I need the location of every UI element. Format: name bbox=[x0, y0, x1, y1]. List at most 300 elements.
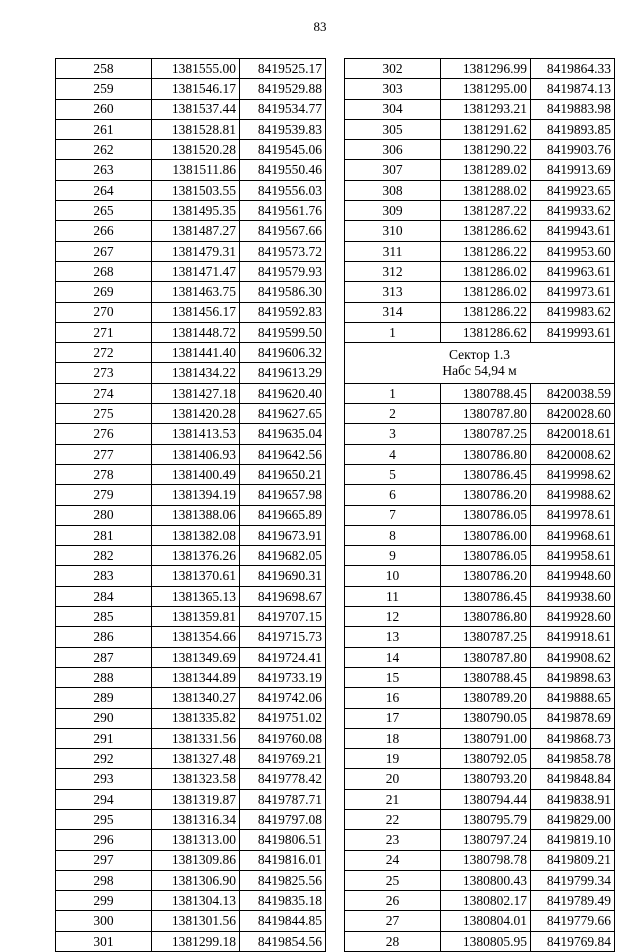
y-coordinate-cell: 8419545.06 bbox=[240, 140, 326, 160]
point-number-cell: 19 bbox=[345, 749, 441, 769]
point-number-cell: 302 bbox=[345, 59, 441, 79]
x-coordinate-cell: 1381335.82 bbox=[152, 708, 240, 728]
y-coordinate-cell: 8419650.21 bbox=[240, 464, 326, 484]
table-row bbox=[56, 302, 326, 322]
point-number-cell: 298 bbox=[56, 870, 152, 890]
y-coordinate-cell: 8419883.98 bbox=[531, 99, 615, 119]
table-row bbox=[345, 850, 615, 870]
y-coordinate-cell: 8419556.03 bbox=[240, 180, 326, 200]
x-coordinate-cell: 1380793.20 bbox=[441, 769, 531, 789]
point-number-cell: 300 bbox=[56, 911, 152, 931]
y-coordinate-cell: 8419769.84 bbox=[531, 931, 615, 951]
x-coordinate-cell: 1380804.01 bbox=[441, 911, 531, 931]
point-number-cell: 281 bbox=[56, 525, 152, 545]
table-row bbox=[56, 261, 326, 281]
point-number-cell: 287 bbox=[56, 647, 152, 667]
table-row bbox=[56, 607, 326, 627]
point-number-cell: 299 bbox=[56, 891, 152, 911]
table-row bbox=[345, 464, 615, 484]
y-coordinate-cell: 8419561.76 bbox=[240, 201, 326, 221]
table-row bbox=[345, 688, 615, 708]
left-table-body bbox=[56, 59, 326, 952]
y-coordinate-cell: 8420028.60 bbox=[531, 404, 615, 424]
x-coordinate-cell: 1381349.69 bbox=[152, 647, 240, 667]
x-coordinate-cell: 1380787.80 bbox=[441, 647, 531, 667]
point-number-cell: 20 bbox=[345, 769, 441, 789]
point-number-cell: 314 bbox=[345, 302, 441, 322]
point-number-cell: 21 bbox=[345, 789, 441, 809]
page-number: 83 bbox=[313, 19, 327, 34]
table-row bbox=[345, 505, 615, 525]
y-coordinate-cell: 8419760.08 bbox=[240, 728, 326, 748]
table-row bbox=[56, 59, 326, 79]
point-number-cell: 306 bbox=[345, 140, 441, 160]
point-number-cell: 267 bbox=[56, 241, 152, 261]
y-coordinate-cell: 8419642.56 bbox=[240, 444, 326, 464]
x-coordinate-cell: 1381528.81 bbox=[152, 119, 240, 139]
table-row bbox=[345, 891, 615, 911]
y-coordinate-cell: 8419923.65 bbox=[531, 180, 615, 200]
point-number-cell: 17 bbox=[345, 708, 441, 728]
table-row bbox=[345, 586, 615, 606]
y-coordinate-cell: 8419908.62 bbox=[531, 647, 615, 667]
y-coordinate-cell: 8419903.76 bbox=[531, 140, 615, 160]
x-coordinate-cell: 1381291.62 bbox=[441, 119, 531, 139]
point-number-cell: 274 bbox=[56, 383, 152, 403]
table-row bbox=[345, 749, 615, 769]
table-row bbox=[56, 627, 326, 647]
point-number-cell: 22 bbox=[345, 809, 441, 829]
point-number-cell: 258 bbox=[56, 59, 152, 79]
table-row bbox=[345, 931, 615, 951]
y-coordinate-cell: 8419933.62 bbox=[531, 201, 615, 221]
point-number-cell: 294 bbox=[56, 789, 152, 809]
x-coordinate-cell: 1381286.02 bbox=[441, 261, 531, 281]
point-number-cell: 271 bbox=[56, 322, 152, 342]
y-coordinate-cell: 8419898.63 bbox=[531, 667, 615, 687]
x-coordinate-cell: 1381479.31 bbox=[152, 241, 240, 261]
point-number-cell: 25 bbox=[345, 870, 441, 890]
point-number-cell: 280 bbox=[56, 505, 152, 525]
y-coordinate-cell: 8419829.00 bbox=[531, 809, 615, 829]
x-coordinate-cell: 1381319.87 bbox=[152, 789, 240, 809]
point-number-cell: 288 bbox=[56, 667, 152, 687]
y-coordinate-cell: 8419769.21 bbox=[240, 749, 326, 769]
point-number-cell: 14 bbox=[345, 647, 441, 667]
point-number-cell: 15 bbox=[345, 667, 441, 687]
y-coordinate-cell: 8419835.18 bbox=[240, 891, 326, 911]
table-row bbox=[345, 728, 615, 748]
point-number-cell: 7 bbox=[345, 505, 441, 525]
y-coordinate-cell: 8419787.71 bbox=[240, 789, 326, 809]
table-row bbox=[56, 830, 326, 850]
y-coordinate-cell: 8419539.83 bbox=[240, 119, 326, 139]
x-coordinate-cell: 1381344.89 bbox=[152, 667, 240, 687]
y-coordinate-cell: 8419854.56 bbox=[240, 931, 326, 951]
y-coordinate-cell: 8419613.29 bbox=[240, 363, 326, 383]
x-coordinate-cell: 1380788.45 bbox=[441, 383, 531, 403]
x-coordinate-cell: 1380790.05 bbox=[441, 708, 531, 728]
point-number-cell: 308 bbox=[345, 180, 441, 200]
y-coordinate-cell: 8419635.04 bbox=[240, 424, 326, 444]
y-coordinate-cell: 8419948.60 bbox=[531, 566, 615, 586]
x-coordinate-cell: 1380786.45 bbox=[441, 464, 531, 484]
table-row bbox=[345, 525, 615, 545]
sector-subtitle: Набс 54,94 м bbox=[442, 362, 517, 378]
y-coordinate-cell: 8419606.32 bbox=[240, 343, 326, 363]
y-coordinate-cell: 8419573.72 bbox=[240, 241, 326, 261]
x-coordinate-cell: 1381441.40 bbox=[152, 343, 240, 363]
x-coordinate-cell: 1380786.05 bbox=[441, 505, 531, 525]
x-coordinate-cell: 1381448.72 bbox=[152, 322, 240, 342]
x-coordinate-cell: 1381365.13 bbox=[152, 586, 240, 606]
table-row bbox=[345, 667, 615, 687]
y-coordinate-cell: 8420038.59 bbox=[531, 383, 615, 403]
table-row bbox=[345, 830, 615, 850]
point-number-cell: 278 bbox=[56, 464, 152, 484]
point-number-cell: 301 bbox=[56, 931, 152, 951]
table-row bbox=[56, 850, 326, 870]
x-coordinate-cell: 1381301.56 bbox=[152, 911, 240, 931]
point-number-cell: 261 bbox=[56, 119, 152, 139]
point-number-cell: 28 bbox=[345, 931, 441, 951]
point-number-cell: 263 bbox=[56, 160, 152, 180]
table-row bbox=[345, 607, 615, 627]
table-row bbox=[345, 241, 615, 261]
point-number-cell: 307 bbox=[345, 160, 441, 180]
x-coordinate-cell: 1381316.34 bbox=[152, 809, 240, 829]
x-coordinate-cell: 1381503.55 bbox=[152, 180, 240, 200]
table-row bbox=[56, 363, 326, 383]
point-number-cell: 16 bbox=[345, 688, 441, 708]
y-coordinate-cell: 8419953.60 bbox=[531, 241, 615, 261]
table-row bbox=[56, 160, 326, 180]
table-row bbox=[56, 769, 326, 789]
x-coordinate-cell: 1381286.02 bbox=[441, 282, 531, 302]
table-row bbox=[56, 282, 326, 302]
y-coordinate-cell: 8419682.05 bbox=[240, 546, 326, 566]
point-number-cell: 291 bbox=[56, 728, 152, 748]
y-coordinate-cell: 8419797.08 bbox=[240, 809, 326, 829]
point-number-cell: 4 bbox=[345, 444, 441, 464]
x-coordinate-cell: 1380791.00 bbox=[441, 728, 531, 748]
point-number-cell: 311 bbox=[345, 241, 441, 261]
x-coordinate-cell: 1380786.05 bbox=[441, 546, 531, 566]
x-coordinate-cell: 1381400.49 bbox=[152, 464, 240, 484]
x-coordinate-cell: 1381331.56 bbox=[152, 728, 240, 748]
x-coordinate-cell: 1380802.17 bbox=[441, 891, 531, 911]
point-number-cell: 259 bbox=[56, 79, 152, 99]
table-row bbox=[345, 769, 615, 789]
table-row bbox=[345, 302, 615, 322]
point-number-cell: 6 bbox=[345, 485, 441, 505]
x-coordinate-cell: 1380794.44 bbox=[441, 789, 531, 809]
table-row bbox=[345, 383, 615, 403]
point-number-cell: 286 bbox=[56, 627, 152, 647]
x-coordinate-cell: 1381286.62 bbox=[441, 322, 531, 342]
point-number-cell: 8 bbox=[345, 525, 441, 545]
table-row bbox=[56, 221, 326, 241]
x-coordinate-cell: 1380787.25 bbox=[441, 627, 531, 647]
x-coordinate-cell: 1380800.43 bbox=[441, 870, 531, 890]
point-number-cell: 279 bbox=[56, 485, 152, 505]
point-number-cell: 277 bbox=[56, 444, 152, 464]
x-coordinate-cell: 1380805.95 bbox=[441, 931, 531, 951]
x-coordinate-cell: 1381286.22 bbox=[441, 302, 531, 322]
point-number-cell: 260 bbox=[56, 99, 152, 119]
point-number-cell: 309 bbox=[345, 201, 441, 221]
coordinates-table-right bbox=[344, 58, 615, 952]
point-number-cell: 292 bbox=[56, 749, 152, 769]
x-coordinate-cell: 1380795.79 bbox=[441, 809, 531, 829]
x-coordinate-cell: 1381290.22 bbox=[441, 140, 531, 160]
y-coordinate-cell: 8419928.60 bbox=[531, 607, 615, 627]
y-coordinate-cell: 8419673.91 bbox=[240, 525, 326, 545]
x-coordinate-cell: 1381327.48 bbox=[152, 749, 240, 769]
y-coordinate-cell: 8419799.34 bbox=[531, 870, 615, 890]
point-number-cell: 296 bbox=[56, 830, 152, 850]
y-coordinate-cell: 8419724.41 bbox=[240, 647, 326, 667]
point-number-cell: 295 bbox=[56, 809, 152, 829]
y-coordinate-cell: 8419988.62 bbox=[531, 485, 615, 505]
table-row bbox=[345, 566, 615, 586]
x-coordinate-cell: 1380789.20 bbox=[441, 688, 531, 708]
x-coordinate-cell: 1381359.81 bbox=[152, 607, 240, 627]
y-coordinate-cell: 8419998.62 bbox=[531, 464, 615, 484]
y-coordinate-cell: 8419913.69 bbox=[531, 160, 615, 180]
x-coordinate-cell: 1381313.00 bbox=[152, 830, 240, 850]
y-coordinate-cell: 8419983.62 bbox=[531, 302, 615, 322]
point-number-cell: 304 bbox=[345, 99, 441, 119]
y-coordinate-cell: 8419579.93 bbox=[240, 261, 326, 281]
table-row bbox=[56, 343, 326, 363]
table-row bbox=[56, 119, 326, 139]
x-coordinate-cell: 1381555.00 bbox=[152, 59, 240, 79]
x-coordinate-cell: 1380786.80 bbox=[441, 444, 531, 464]
table-row bbox=[345, 201, 615, 221]
table-row bbox=[56, 201, 326, 221]
point-number-cell: 1 bbox=[345, 383, 441, 403]
x-coordinate-cell: 1381323.58 bbox=[152, 769, 240, 789]
y-coordinate-cell: 8419816.01 bbox=[240, 850, 326, 870]
y-coordinate-cell: 8419868.73 bbox=[531, 728, 615, 748]
x-coordinate-cell: 1381456.17 bbox=[152, 302, 240, 322]
y-coordinate-cell: 8419529.88 bbox=[240, 79, 326, 99]
point-number-cell: 265 bbox=[56, 201, 152, 221]
sector-title: Сектор 1.3 bbox=[448, 346, 510, 362]
y-coordinate-cell: 8419874.13 bbox=[531, 79, 615, 99]
x-coordinate-cell: 1381286.22 bbox=[441, 241, 531, 261]
table-row bbox=[56, 708, 326, 728]
table-row bbox=[345, 444, 615, 464]
y-coordinate-cell: 8419698.67 bbox=[240, 586, 326, 606]
y-coordinate-cell: 8419958.61 bbox=[531, 546, 615, 566]
x-coordinate-cell: 1381287.22 bbox=[441, 201, 531, 221]
point-number-cell: 262 bbox=[56, 140, 152, 160]
y-coordinate-cell: 8419978.61 bbox=[531, 505, 615, 525]
table-row bbox=[56, 505, 326, 525]
y-coordinate-cell: 8420018.61 bbox=[531, 424, 615, 444]
y-coordinate-cell: 8419525.17 bbox=[240, 59, 326, 79]
x-coordinate-cell: 1381388.06 bbox=[152, 505, 240, 525]
y-coordinate-cell: 8419844.85 bbox=[240, 911, 326, 931]
x-coordinate-cell: 1381295.00 bbox=[441, 79, 531, 99]
y-coordinate-cell: 8419733.19 bbox=[240, 667, 326, 687]
sector-header-row bbox=[345, 343, 615, 384]
table-row bbox=[345, 546, 615, 566]
x-coordinate-cell: 1380786.45 bbox=[441, 586, 531, 606]
table-row bbox=[56, 525, 326, 545]
y-coordinate-cell: 8419715.73 bbox=[240, 627, 326, 647]
x-coordinate-cell: 1381406.93 bbox=[152, 444, 240, 464]
table-row bbox=[56, 383, 326, 403]
table-row bbox=[345, 647, 615, 667]
table-row bbox=[56, 485, 326, 505]
y-coordinate-cell: 8419809.21 bbox=[531, 850, 615, 870]
point-number-cell: 11 bbox=[345, 586, 441, 606]
point-number-cell: 5 bbox=[345, 464, 441, 484]
table-row bbox=[345, 99, 615, 119]
y-coordinate-cell: 8419627.65 bbox=[240, 404, 326, 424]
x-coordinate-cell: 1381546.17 bbox=[152, 79, 240, 99]
table-row bbox=[56, 79, 326, 99]
y-coordinate-cell: 8419665.89 bbox=[240, 505, 326, 525]
table-row bbox=[345, 140, 615, 160]
y-coordinate-cell: 8419893.85 bbox=[531, 119, 615, 139]
point-number-cell: 268 bbox=[56, 261, 152, 281]
x-coordinate-cell: 1380786.20 bbox=[441, 485, 531, 505]
sector-header bbox=[345, 343, 615, 384]
table-row bbox=[56, 647, 326, 667]
x-coordinate-cell: 1381309.86 bbox=[152, 850, 240, 870]
y-coordinate-cell: 8419973.61 bbox=[531, 282, 615, 302]
y-coordinate-cell: 8419858.78 bbox=[531, 749, 615, 769]
table-row bbox=[345, 160, 615, 180]
table-row bbox=[345, 282, 615, 302]
table-row bbox=[56, 789, 326, 809]
table-row bbox=[345, 119, 615, 139]
sector-cell bbox=[345, 343, 615, 384]
x-coordinate-cell: 1380797.24 bbox=[441, 830, 531, 850]
x-coordinate-cell: 1381288.02 bbox=[441, 180, 531, 200]
y-coordinate-cell: 8419878.69 bbox=[531, 708, 615, 728]
point-number-cell: 303 bbox=[345, 79, 441, 99]
y-coordinate-cell: 8419599.50 bbox=[240, 322, 326, 342]
x-coordinate-cell: 1381306.90 bbox=[152, 870, 240, 890]
y-coordinate-cell: 8419657.98 bbox=[240, 485, 326, 505]
table-row bbox=[56, 809, 326, 829]
point-number-cell: 272 bbox=[56, 343, 152, 363]
point-number-cell: 289 bbox=[56, 688, 152, 708]
table-row bbox=[345, 322, 615, 342]
x-coordinate-cell: 1380792.05 bbox=[441, 749, 531, 769]
x-coordinate-cell: 1381293.21 bbox=[441, 99, 531, 119]
point-number-cell: 27 bbox=[345, 911, 441, 931]
point-number-cell: 269 bbox=[56, 282, 152, 302]
y-coordinate-cell: 8419943.61 bbox=[531, 221, 615, 241]
x-coordinate-cell: 1381304.13 bbox=[152, 891, 240, 911]
point-number-cell: 264 bbox=[56, 180, 152, 200]
point-number-cell: 285 bbox=[56, 607, 152, 627]
x-coordinate-cell: 1381354.66 bbox=[152, 627, 240, 647]
table-row bbox=[345, 59, 615, 79]
y-coordinate-cell: 8419848.84 bbox=[531, 769, 615, 789]
point-number-cell: 290 bbox=[56, 708, 152, 728]
table-row bbox=[345, 404, 615, 424]
point-number-cell: 23 bbox=[345, 830, 441, 850]
point-number-cell: 26 bbox=[345, 891, 441, 911]
point-number-cell: 273 bbox=[56, 363, 152, 383]
point-number-cell: 276 bbox=[56, 424, 152, 444]
table-row bbox=[56, 566, 326, 586]
table-row bbox=[56, 99, 326, 119]
table-row bbox=[345, 79, 615, 99]
point-number-cell: 270 bbox=[56, 302, 152, 322]
x-coordinate-cell: 1381296.99 bbox=[441, 59, 531, 79]
x-coordinate-cell: 1381340.27 bbox=[152, 688, 240, 708]
table-row bbox=[345, 424, 615, 444]
x-coordinate-cell: 1381286.62 bbox=[441, 221, 531, 241]
table-row bbox=[345, 221, 615, 241]
y-coordinate-cell: 8419534.77 bbox=[240, 99, 326, 119]
x-coordinate-cell: 1381299.18 bbox=[152, 931, 240, 951]
x-coordinate-cell: 1381471.47 bbox=[152, 261, 240, 281]
table-row bbox=[56, 424, 326, 444]
x-coordinate-cell: 1381520.28 bbox=[152, 140, 240, 160]
table-row bbox=[56, 688, 326, 708]
y-coordinate-cell: 8419838.91 bbox=[531, 789, 615, 809]
y-coordinate-cell: 8419825.56 bbox=[240, 870, 326, 890]
table-row bbox=[56, 140, 326, 160]
point-number-cell: 18 bbox=[345, 728, 441, 748]
y-coordinate-cell: 8419620.40 bbox=[240, 383, 326, 403]
y-coordinate-cell: 8419888.65 bbox=[531, 688, 615, 708]
y-coordinate-cell: 8419690.31 bbox=[240, 566, 326, 586]
point-number-cell: 284 bbox=[56, 586, 152, 606]
x-coordinate-cell: 1381511.86 bbox=[152, 160, 240, 180]
table-row bbox=[56, 404, 326, 424]
point-number-cell: 283 bbox=[56, 566, 152, 586]
point-number-cell: 1 bbox=[345, 322, 441, 342]
table-row bbox=[56, 241, 326, 261]
point-number-cell: 275 bbox=[56, 404, 152, 424]
table-row bbox=[345, 809, 615, 829]
y-coordinate-cell: 8419938.60 bbox=[531, 586, 615, 606]
x-coordinate-cell: 1380786.20 bbox=[441, 566, 531, 586]
table-row bbox=[56, 870, 326, 890]
x-coordinate-cell: 1381487.27 bbox=[152, 221, 240, 241]
x-coordinate-cell: 1380786.80 bbox=[441, 607, 531, 627]
y-coordinate-cell: 8419779.66 bbox=[531, 911, 615, 931]
y-coordinate-cell: 8419751.02 bbox=[240, 708, 326, 728]
y-coordinate-cell: 8419819.10 bbox=[531, 830, 615, 850]
x-coordinate-cell: 1380787.80 bbox=[441, 404, 531, 424]
table-row bbox=[56, 728, 326, 748]
right-table-body-before bbox=[345, 59, 615, 343]
x-coordinate-cell: 1381495.35 bbox=[152, 201, 240, 221]
table-row bbox=[345, 789, 615, 809]
y-coordinate-cell: 8419778.42 bbox=[240, 769, 326, 789]
table-row bbox=[56, 586, 326, 606]
x-coordinate-cell: 1380786.00 bbox=[441, 525, 531, 545]
point-number-cell: 3 bbox=[345, 424, 441, 444]
point-number-cell: 313 bbox=[345, 282, 441, 302]
y-coordinate-cell: 8419918.61 bbox=[531, 627, 615, 647]
point-number-cell: 13 bbox=[345, 627, 441, 647]
x-coordinate-cell: 1381427.18 bbox=[152, 383, 240, 403]
y-coordinate-cell: 8419586.30 bbox=[240, 282, 326, 302]
x-coordinate-cell: 1381289.02 bbox=[441, 160, 531, 180]
